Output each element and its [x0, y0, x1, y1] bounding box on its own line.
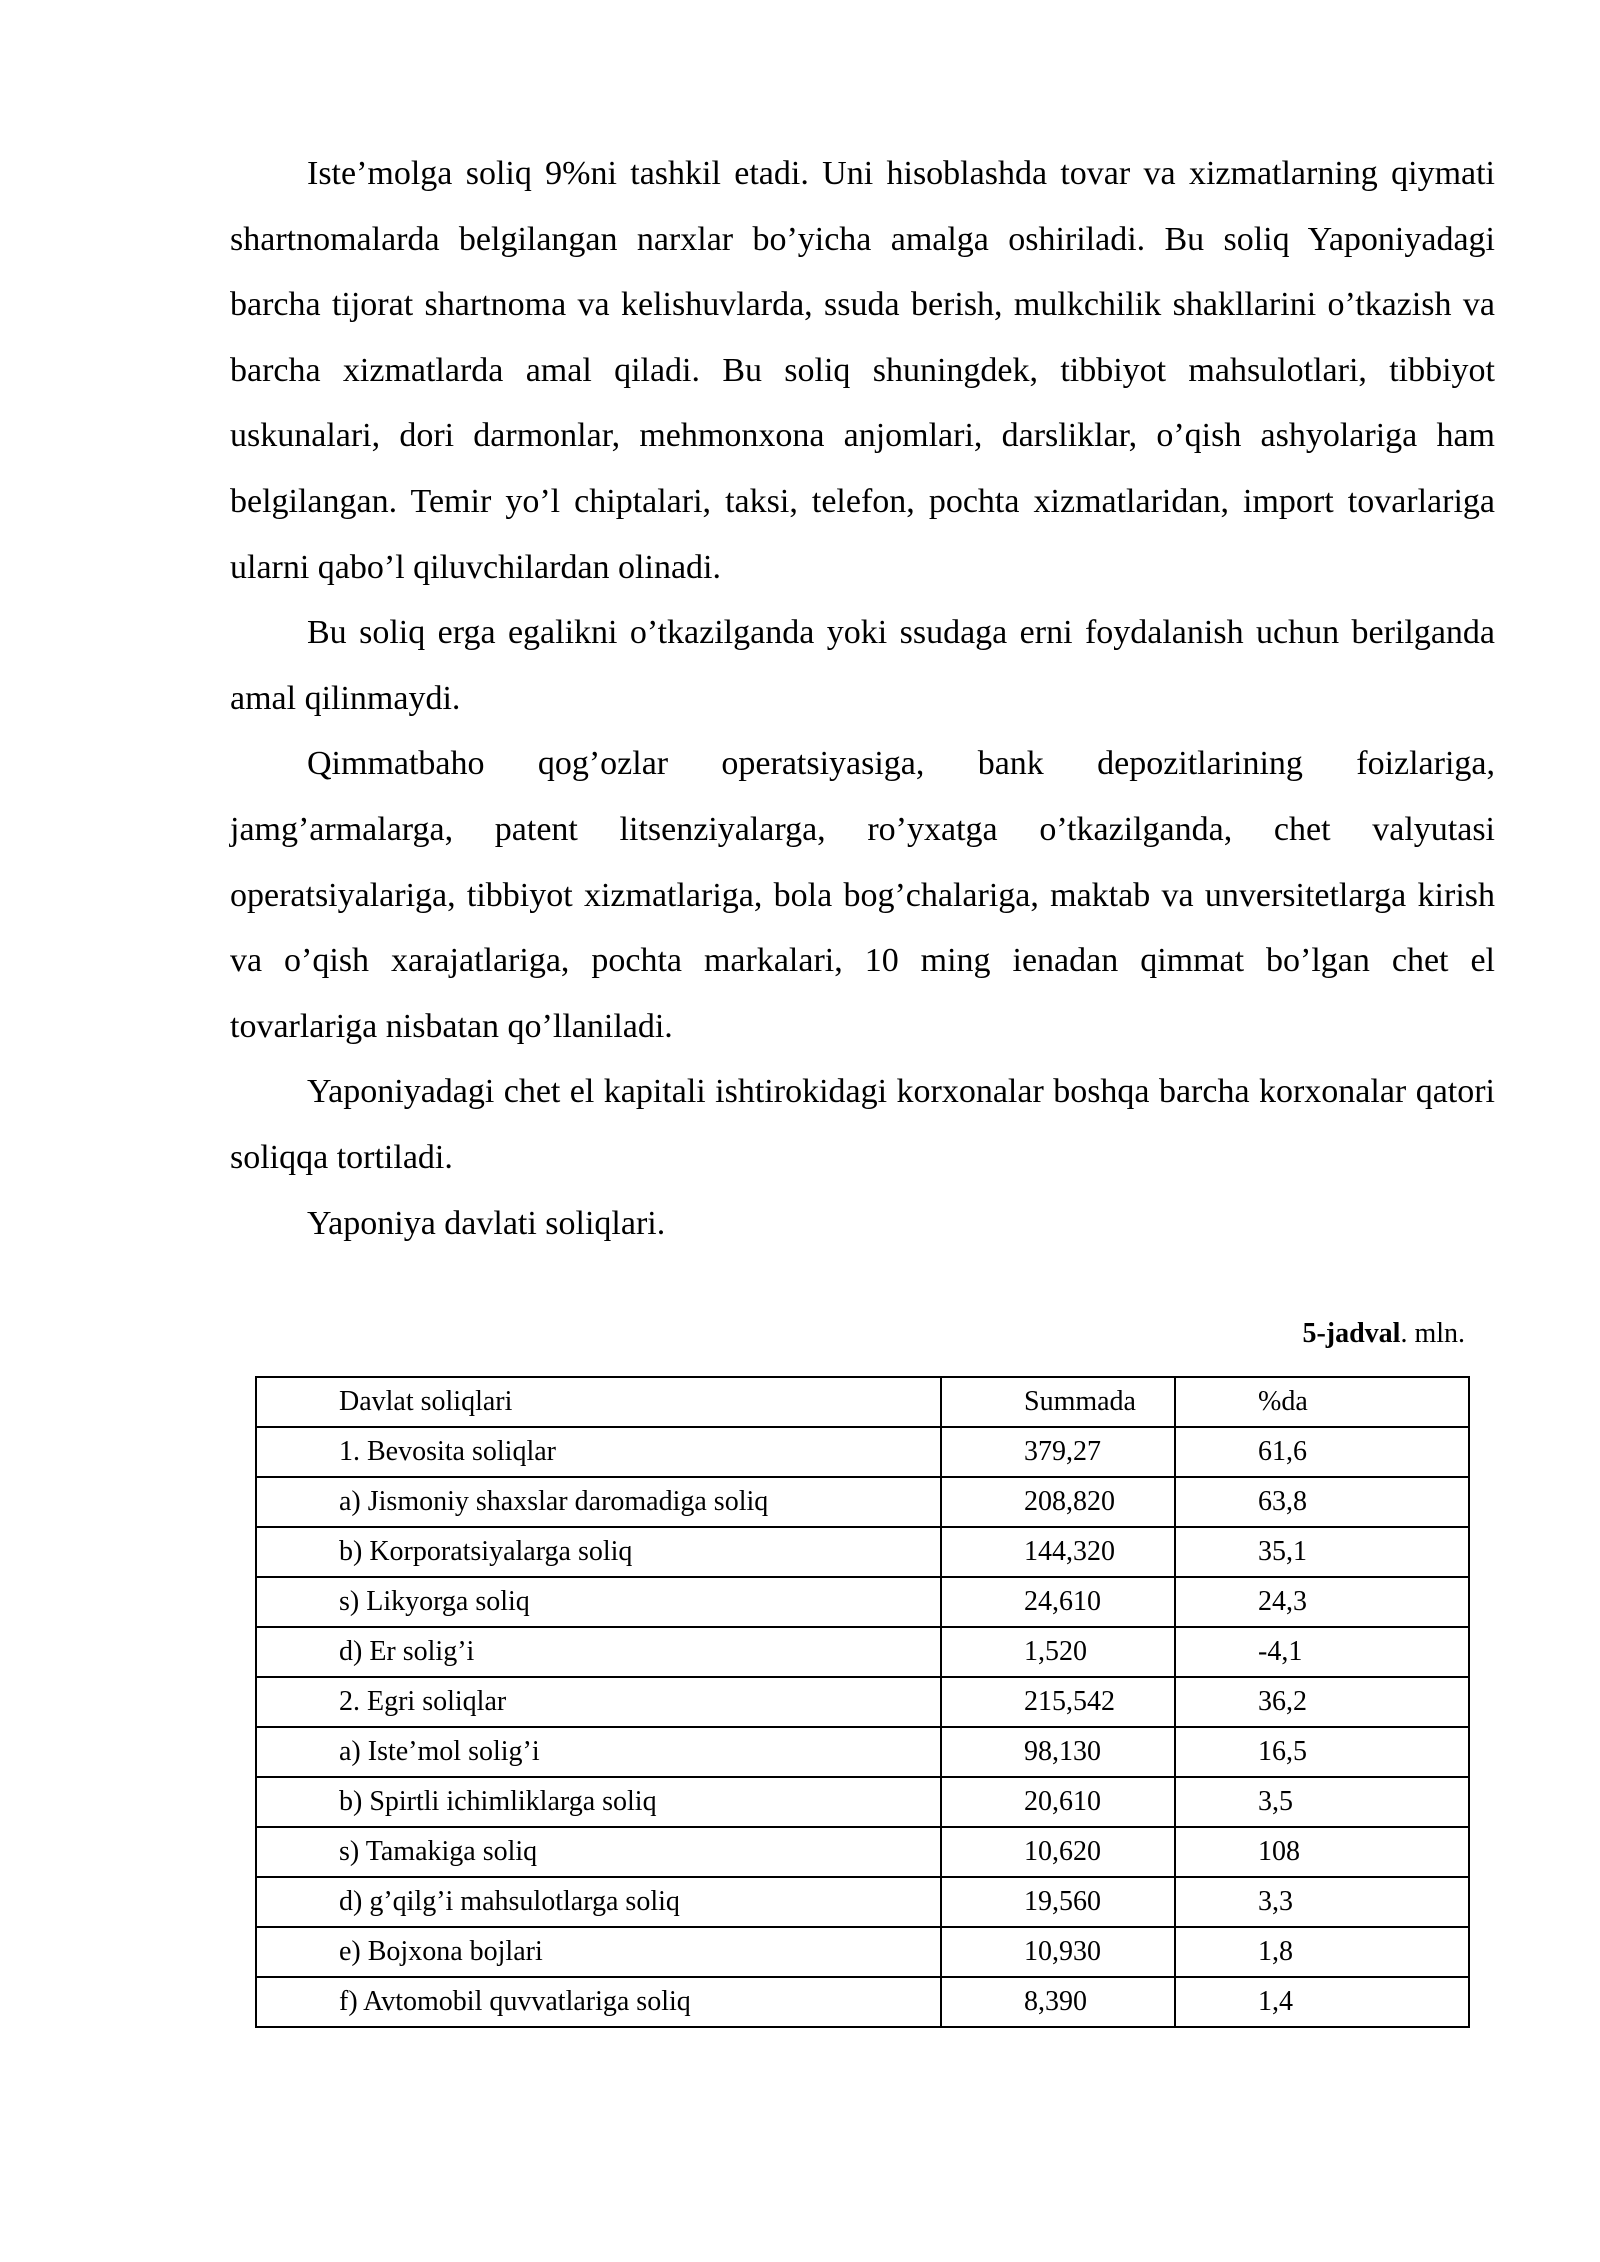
- tax-table: [255, 1376, 1470, 2028]
- paragraph: Bu soliq erga egalikni o’tkazilganda yoki ssudaga erni foydalanish uchun berilganda amal qilinmaydi.: [230, 614, 1495, 717]
- table-row: [256, 1727, 1469, 1777]
- tax-name-cell: a) Jismoniy shaxslar daromadiga soliq: [256, 1477, 941, 1527]
- table-row: [256, 1527, 1469, 1577]
- percent-cell: 1,8: [1175, 1927, 1469, 1977]
- table-row: [256, 1427, 1469, 1477]
- percent-cell: 24,3: [1175, 1577, 1469, 1627]
- amount-cell: 8,390: [941, 1977, 1175, 2027]
- table-row: [256, 1677, 1469, 1727]
- percent-cell: 61,6: [1175, 1427, 1469, 1477]
- table-header-row: [256, 1377, 1469, 1427]
- percent-cell: 16,5: [1175, 1727, 1469, 1777]
- table-row: [256, 1877, 1469, 1927]
- percent-cell: 35,1: [1175, 1527, 1469, 1577]
- paragraph: Yaponiyadagi chet el kapitali ishtirokidagi korxonalar boshqa barcha korxonalar qatori soliqqa tortiladi.: [230, 1073, 1495, 1176]
- percent-cell: 1,4: [1175, 1977, 1469, 2027]
- amount-cell: 144,320: [941, 1527, 1175, 1577]
- amount-cell: 10,620: [941, 1827, 1175, 1877]
- header-cell: Summada: [941, 1377, 1175, 1427]
- table-row: [256, 1777, 1469, 1827]
- table-row: [256, 1577, 1469, 1627]
- tax-name-cell: 1. Bevosita soliqlar: [256, 1427, 941, 1477]
- table-caption-unit: . mln.: [1400, 1318, 1465, 1349]
- percent-cell: 63,8: [1175, 1477, 1469, 1527]
- paragraph: Iste’molga soliq 9%ni tashkil etadi. Uni hisoblashda tovar va xizmatlarning qiymati shartnomalarda belgilangan narxlar bo’yicha amalga oshiriladi. Bu soliq Yaponiyadagi barcha tijorat shartnoma va kelishuvlarda, ssuda berish, mulkchilik shakllarini o’tkazish va barcha xizmatlarda amal qiladi. Bu soliq shuningdek, tibbiyot mahsulotlari, tibbiyot uskunalari, dori darmonlar, mehmonxona anjomlari, darsliklar, o’qish ashyolariga ham belgilangan. Temir yo’l chiptalari, taksi, telefon, pochta xizmatlaridan, import tovarlariga ularni qabo’l qiluvchilardan olinadi.: [230, 155, 1495, 586]
- percent-cell: 3,3: [1175, 1877, 1469, 1927]
- percent-cell: 108: [1175, 1827, 1469, 1877]
- percent-cell: -4,1: [1175, 1627, 1469, 1677]
- table-caption: [1302, 1318, 1465, 1350]
- percent-cell: 3,5: [1175, 1777, 1469, 1827]
- tax-name-cell: b) Spirtli ichimliklarga soliq: [256, 1777, 941, 1827]
- tax-name-cell: d) Er solig’i: [256, 1627, 941, 1677]
- table-row: [256, 1927, 1469, 1977]
- header-cell: Davlat soliqlari: [256, 1377, 941, 1427]
- amount-cell: 19,560: [941, 1877, 1175, 1927]
- tax-name-cell: e) Bojxona bojlari: [256, 1927, 941, 1977]
- body-text: [230, 141, 1495, 1256]
- table-row: [256, 1827, 1469, 1877]
- table-row: [256, 1477, 1469, 1527]
- tax-name-cell: 2. Egri soliqlar: [256, 1677, 941, 1727]
- tax-name-cell: b) Korporatsiyalarga soliq: [256, 1527, 941, 1577]
- table-row: [256, 1977, 1469, 2027]
- section-title: Yaponiya davlati soliqlari.: [307, 1204, 666, 1242]
- amount-cell: 208,820: [941, 1477, 1175, 1527]
- amount-cell: 379,27: [941, 1427, 1175, 1477]
- tax-name-cell: s) Tamakiga soliq: [256, 1827, 941, 1877]
- header-cell: %da: [1175, 1377, 1469, 1427]
- amount-cell: 10,930: [941, 1927, 1175, 1977]
- tax-name-cell: d) g’qilg’i mahsulotlarga soliq: [256, 1877, 941, 1927]
- amount-cell: 20,610: [941, 1777, 1175, 1827]
- amount-cell: 215,542: [941, 1677, 1175, 1727]
- tax-name-cell: a) Iste’mol solig’i: [256, 1727, 941, 1777]
- amount-cell: 98,130: [941, 1727, 1175, 1777]
- paragraph: Qimmatbaho qog’ozlar operatsiyasiga, bank depozitlarining foizlariga, jamg’armalarga, patent litsenziyalarga, ro’yxatga o’tkazilganda, chet valyutasi operatsiyalariga, tibbiyot xizmatlariga, bola bog’chalariga, maktab va unversitetlarga kirish va o’qish xarajatlariga, pochta markalari, 10 ming ienadan qimmat bo’lgan chet el tovarlariga nisbatan qo’llaniladi.: [230, 745, 1495, 1045]
- tax-name-cell: s) Likyorga soliq: [256, 1577, 941, 1627]
- percent-cell: 36,2: [1175, 1677, 1469, 1727]
- amount-cell: 24,610: [941, 1577, 1175, 1627]
- tax-name-cell: f) Avtomobil quvvatlariga soliq: [256, 1977, 941, 2027]
- table-row: [256, 1627, 1469, 1677]
- amount-cell: 1,520: [941, 1627, 1175, 1677]
- table-caption-label: 5-jadval: [1302, 1318, 1401, 1349]
